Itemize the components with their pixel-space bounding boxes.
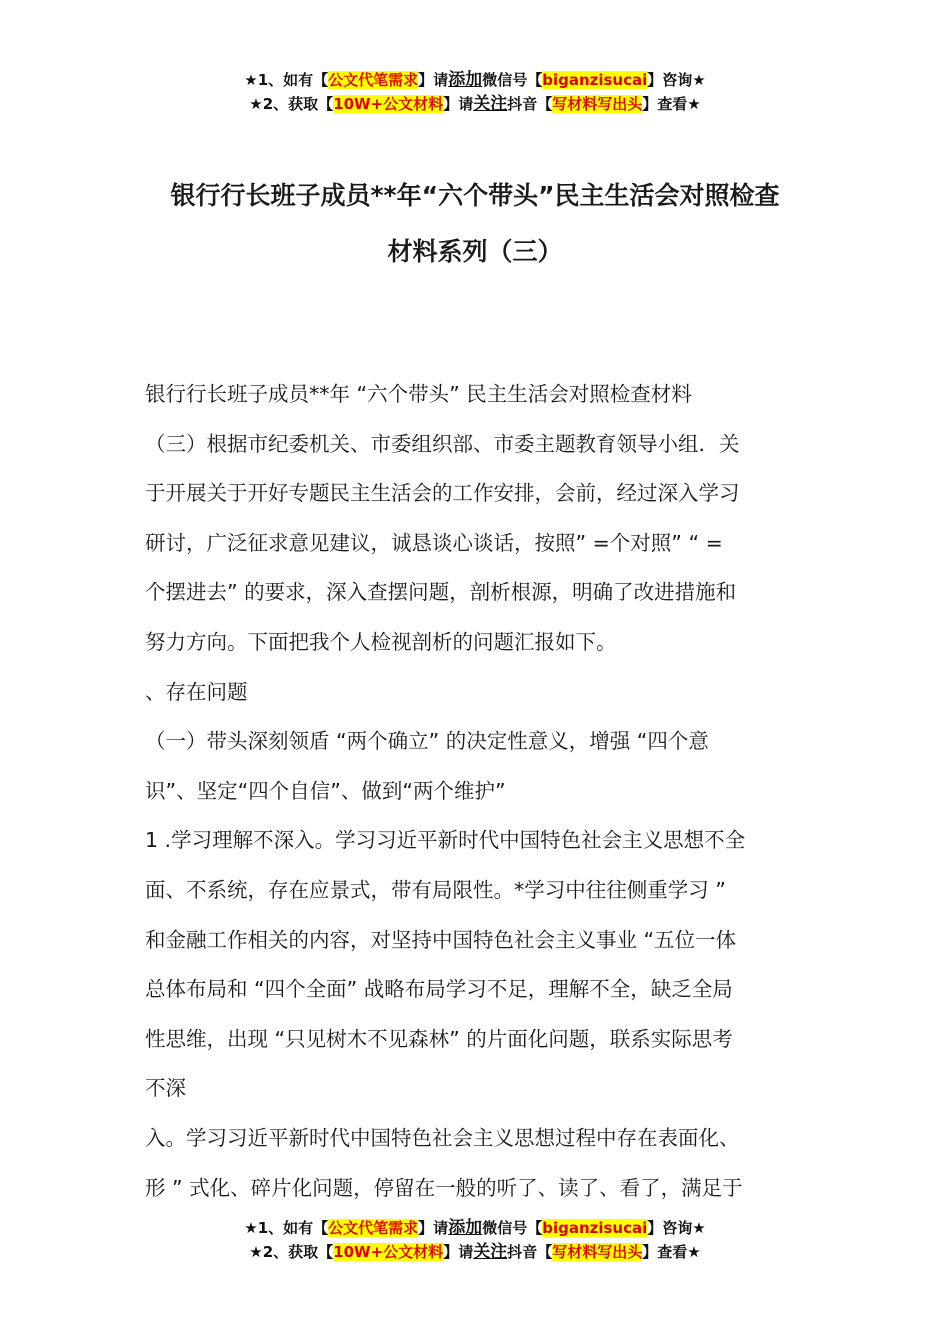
- banner-text: 】请: [443, 1243, 474, 1261]
- body-line: 性思维，出现 “只见树木不见森林” 的片面化问题，联系实际思考: [145, 1026, 733, 1051]
- banner-highlight: biganzisucai: [542, 71, 648, 89]
- body-line: 面、不系统，存在应景式，带有局限性。*学习中往往侧重学习 ”: [145, 877, 726, 902]
- banner-highlight: 10W+公文材料: [333, 1243, 444, 1261]
- banner-text: ★2、获取【: [249, 1243, 334, 1261]
- banner-emphasis: 添加: [448, 1218, 483, 1238]
- body-line: 总体布局和 “四个全面” 战略布局学习不足，理解不全，缺乏全局: [145, 977, 733, 1002]
- banner-highlight: 公文代笔需求: [328, 71, 419, 89]
- banner-text: ★1、如有【: [244, 1219, 329, 1237]
- banner-highlight: 公文代笔需求: [328, 1219, 419, 1237]
- body-line: 和金融工作相关的内容，对坚持中国特色社会主义事业 “五位一体: [145, 927, 737, 952]
- subsection-heading: 识”、坚定“四个自信”、做到“两个维护”: [145, 778, 506, 803]
- banner-line-1: [0, 1216, 950, 1240]
- banner-text: 】查看★: [642, 95, 701, 113]
- banner-text: 抖音【: [507, 1243, 553, 1261]
- body-line: 1 .学习理解不深入。学习习近平新时代中国特色社会主义思想不全: [145, 828, 746, 853]
- banner-highlight: biganzisucai: [542, 1219, 648, 1237]
- header-banner: [0, 68, 950, 116]
- banner-text: 】咨询★: [647, 1219, 706, 1237]
- banner-highlight: 10W+公文材料: [333, 95, 444, 113]
- banner-text: 微信号【: [482, 1219, 543, 1237]
- banner-line-2: [0, 92, 950, 116]
- banner-line-2: [0, 1240, 950, 1264]
- title-line-1: 银行行长班子成员**年“六个带头”民主生活会对照检查: [170, 181, 780, 210]
- banner-text: 抖音【: [507, 95, 553, 113]
- banner-emphasis: 添加: [448, 70, 483, 90]
- body-line: 努力方向。下面把我个人检视剖析的问题汇报如下。: [145, 629, 617, 654]
- banner-emphasis: 关注: [473, 1242, 508, 1262]
- title-line-2: 材料系列（三）: [387, 237, 563, 266]
- banner-highlight: 写材料写出头: [552, 1243, 643, 1261]
- banner-line-1: [0, 68, 950, 92]
- subsection-heading: （一）带头深刻领盾 “两个确立” 的决定性意义，增强 “四个意: [145, 729, 709, 754]
- body-line: 研讨，广泛征求意见建议，诚恳谈心谈话，按照” =个对照” “ =: [145, 530, 723, 555]
- body-line: 不深: [145, 1076, 186, 1101]
- footer-banner: [0, 1216, 950, 1264]
- document-title: [100, 168, 850, 280]
- banner-text: 】查看★: [642, 1243, 701, 1261]
- banner-text: 】请: [418, 71, 449, 89]
- banner-text: 微信号【: [482, 71, 543, 89]
- banner-highlight: 写材料写出头: [552, 95, 643, 113]
- body-line: 个摆进去” 的要求，深入查摆问题，剖析根源，明确了改进措施和: [145, 580, 737, 605]
- body-line: 形 ” 式化、碎片化问题，停留在一般的听了、读了、看了，满足于: [145, 1175, 743, 1200]
- body-line: 银行行长班子成员**年 “六个带头” 民主生活会对照检查材料: [145, 382, 692, 406]
- banner-text: 】请: [418, 1219, 449, 1237]
- banner-emphasis: 关注: [473, 94, 508, 114]
- banner-text: 】请: [443, 95, 474, 113]
- body-line: 于开展关于开好专题民主生活会的工作安排，会前，经过深入学习: [145, 481, 740, 506]
- document-body: [145, 370, 807, 1213]
- banner-text: 】咨询★: [647, 71, 706, 89]
- banner-text: ★2、获取【: [249, 95, 334, 113]
- banner-text: ★1、如有【: [244, 71, 329, 89]
- body-line: 入。学习习近平新时代中国特色社会主义思想过程中存在表面化、: [145, 1125, 740, 1150]
- body-line: （三）根据市纪委机关、市委组织部、市委主题教育领导小组．关: [145, 431, 740, 456]
- section-heading: 、存在问题: [145, 679, 248, 704]
